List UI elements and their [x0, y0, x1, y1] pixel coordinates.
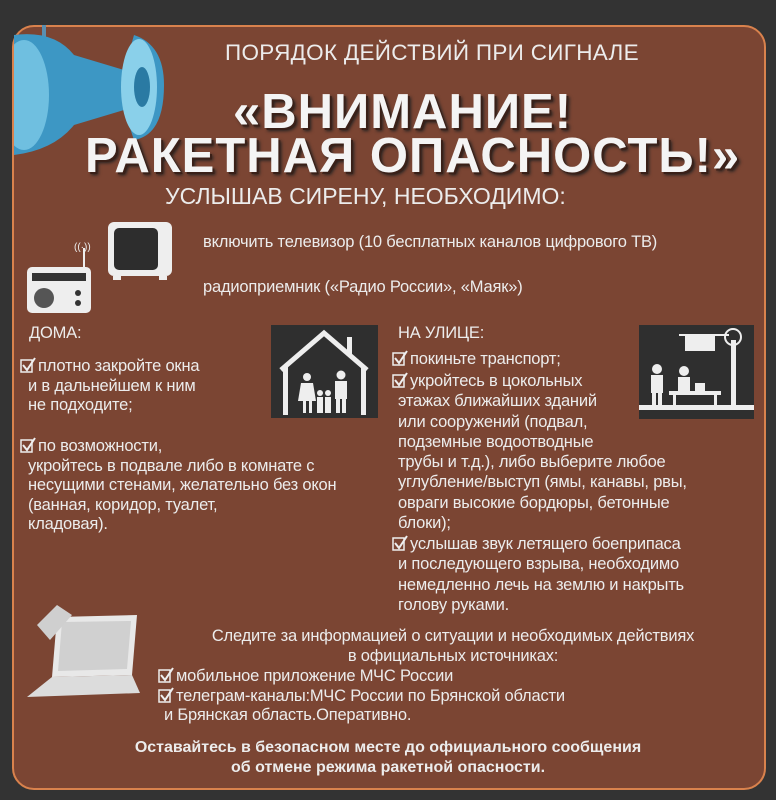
street-item-2: укройтесь в цокольных этажах ближайших зданий или сооружений (подвал, подземные водоотводные трубы и т.д.), либо выберите любое углубление/выступ (ямы, канавы, рвы, овраги высокие бордюры, бетонные блоки); [392, 371, 687, 533]
tv-radio-icon [24, 215, 174, 315]
title-line-1: «ВНИМАНИЕ! [233, 85, 573, 139]
info-sources: мобильное приложение МЧС России телеграм-каналы:МЧС России по Брянской области и Брянская область.Оперативно. [158, 667, 565, 726]
checkbox-icon [392, 535, 408, 551]
home-item-2: по возможности, укройтесь в подвале либо в комнате с несущими стенами, желательно без окон (ванная, коридор, туалет, кладовая). [20, 437, 336, 535]
subtitle: ПОРЯДОК ДЕЙСТВИЙ ПРИ СИГНАЛЕ [225, 40, 639, 65]
source-mchs-app: мобильное приложение МЧС России [176, 667, 454, 685]
info-text: Следите за информацией о ситуации и необходимых действиях в официальных источниках: [211, 627, 695, 665]
home-item-1: плотно закройте окна и в дальнейшем к ним не подходите; [20, 357, 199, 416]
checkbox-icon [392, 350, 408, 366]
checkbox-icon [392, 372, 408, 388]
checkbox-icon [158, 687, 174, 703]
footer-note: Оставайтесь в безопасном месте до официального сообщения об отмене режима ракетной опасности. [134, 739, 642, 776]
radio-text: радиоприемник («Радио России», «Маяк») [203, 278, 523, 296]
svg-text:((·)): ((·)) [74, 242, 91, 253]
street-heading: НА УЛИЦЕ: [398, 324, 485, 342]
title-line-2: РАКЕТНАЯ ОПАСНОСТЬ!» [85, 129, 741, 183]
street-item-3: услышав звук летящего боеприпаса и последующего взрыва, необходимо немедленно лечь на землю и накрыть голову руками. [392, 534, 684, 615]
street-item-1: покиньте транспорт; [392, 350, 561, 370]
home-heading: ДОМА: [29, 324, 82, 342]
checkbox-icon [158, 667, 174, 683]
checkbox-icon [20, 437, 36, 453]
source-telegram: телеграм-каналы:МЧС России по Брянской области [176, 686, 565, 705]
instruction: УСЛЫШАВ СИРЕНУ, НЕОБХОДИМО: [165, 183, 566, 209]
home-family-icon [271, 325, 378, 418]
tv-text: включить телевизор (10 бесплатных каналов цифрового ТВ) [203, 233, 658, 251]
checkbox-icon [20, 357, 36, 373]
